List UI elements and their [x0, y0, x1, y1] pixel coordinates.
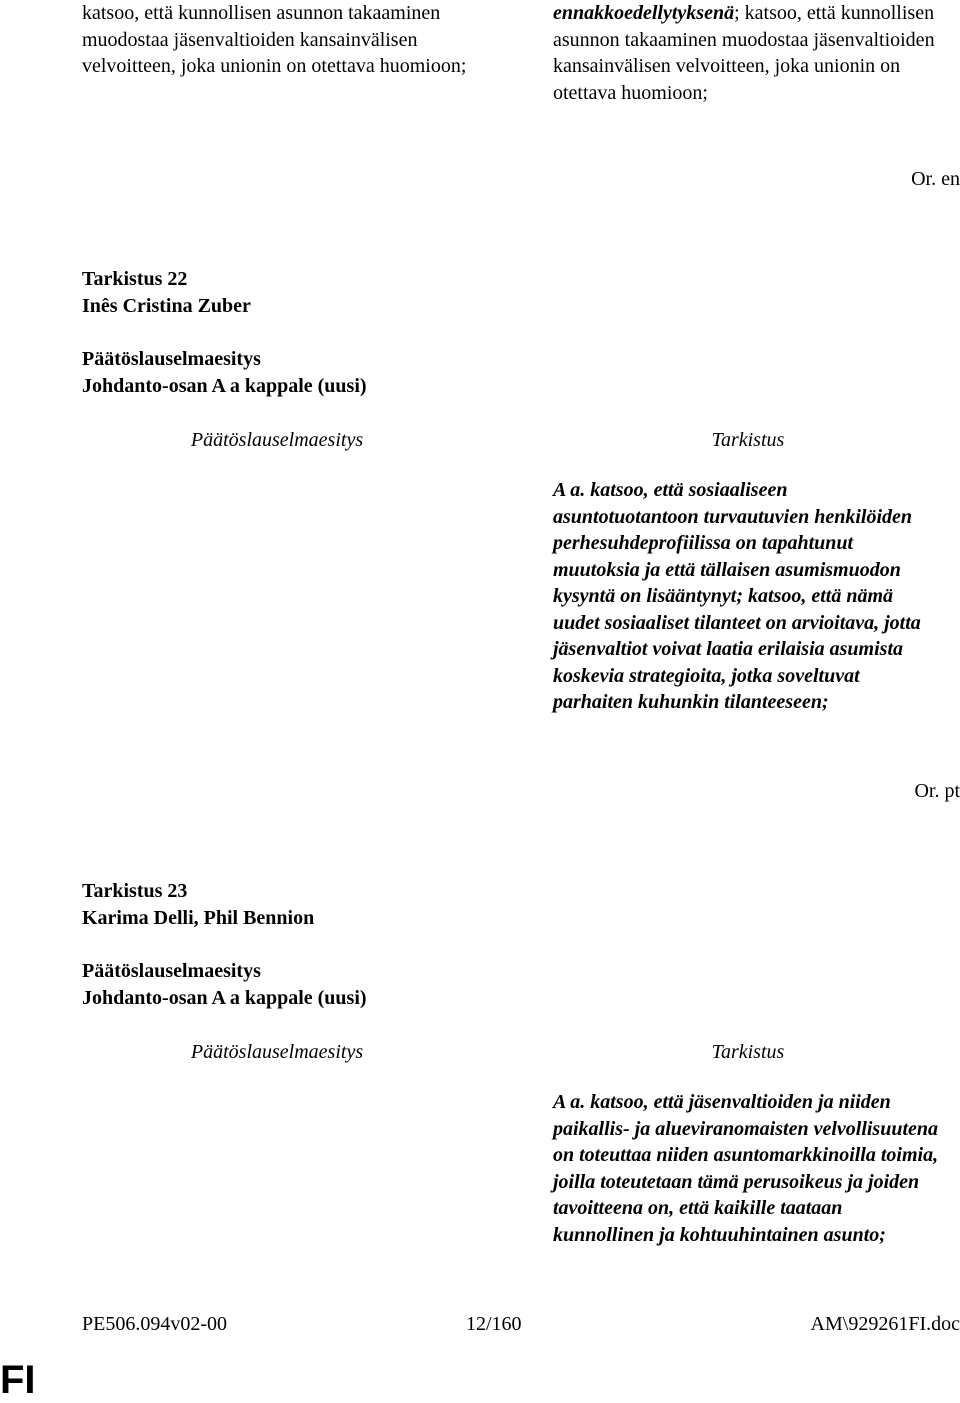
amendment-22-target — [82, 346, 682, 399]
right-column-text — [553, 0, 943, 106]
amendment-authors: Karima Delli, Phil Bennion — [82, 906, 315, 929]
right-column-rest: ; katsoo, että kunnollisen asunnon takaaminen muodostaa jäsenvaltioiden kansainvälisen velvoitteen, joka unionin on otettava huomioon; — [553, 2, 935, 104]
column-header-proposal: Päätöslauselmaesitys — [190, 1041, 364, 1063]
amendment-22-header — [82, 266, 682, 319]
amendment-22-text: A a. katsoo, että sosiaaliseen asuntotuotantoon turvautuvien henkilöiden perhesuhdeprofiilissa on tapahtunut muutoksia ja että tällaisen asumismuodon kysyntä on lisääntynyt; katsoo, että nämä uudet sosiaaliset tilanteet on arvioitava, jotta jäsenvaltiot voivat laatia erilaisia asumista koskevia strategioita, jotka soveltuvat parhaiten kuhunkin tilanteeseen; — [553, 479, 921, 713]
original-language-pt: Or. pt — [914, 780, 960, 802]
column-header-proposal: Päätöslauselmaesitys — [190, 429, 364, 451]
document-type: Päätöslauselmaesitys — [82, 960, 261, 982]
amendment-23-text: A a. katsoo, että jäsenvaltioiden ja niiden paikallis- ja alueviranomaisten velvollisuutena on toteuttaa niiden asuntomarkkinoilla toimia, joilla toteutetaan tämä perusoikeus ja joiden tavoitteena on, että kaikille taataan kunnollinen ja kohtuuhintainen asunto; — [553, 1091, 939, 1246]
section-reference: Johdanto-osan A a kappale (uusi) — [82, 374, 367, 397]
footer-reference: PE506.094v02-00 — [82, 1313, 227, 1335]
amendment-title: Tarkistus 23 — [82, 880, 188, 902]
column-header-amendment: Tarkistus — [711, 429, 785, 451]
emphasized-word: ennakkoedellytyksenä — [553, 2, 735, 24]
amendment-23-target — [82, 958, 682, 1011]
amendment-authors: Inês Cristina Zuber — [82, 294, 251, 317]
original-language-en: Or. en — [911, 168, 960, 190]
language-code: FI — [0, 1358, 36, 1402]
document-type: Päätöslauselmaesitys — [82, 348, 261, 370]
footer-page-number: 12/160 — [466, 1313, 522, 1335]
section-reference: Johdanto-osan A a kappale (uusi) — [82, 986, 367, 1009]
amendment-title: Tarkistus 22 — [82, 268, 188, 290]
amendment-23-header — [82, 878, 682, 931]
left-column-text: katsoo, että kunnollisen asunnon takaaminen muodostaa jäsenvaltioiden kansainvälisen velvoitteen, joka unionin on otettava huomioon; — [82, 2, 467, 77]
footer-document-id: AM\929261FI.doc — [810, 1313, 960, 1335]
column-header-amendment: Tarkistus — [711, 1041, 785, 1063]
